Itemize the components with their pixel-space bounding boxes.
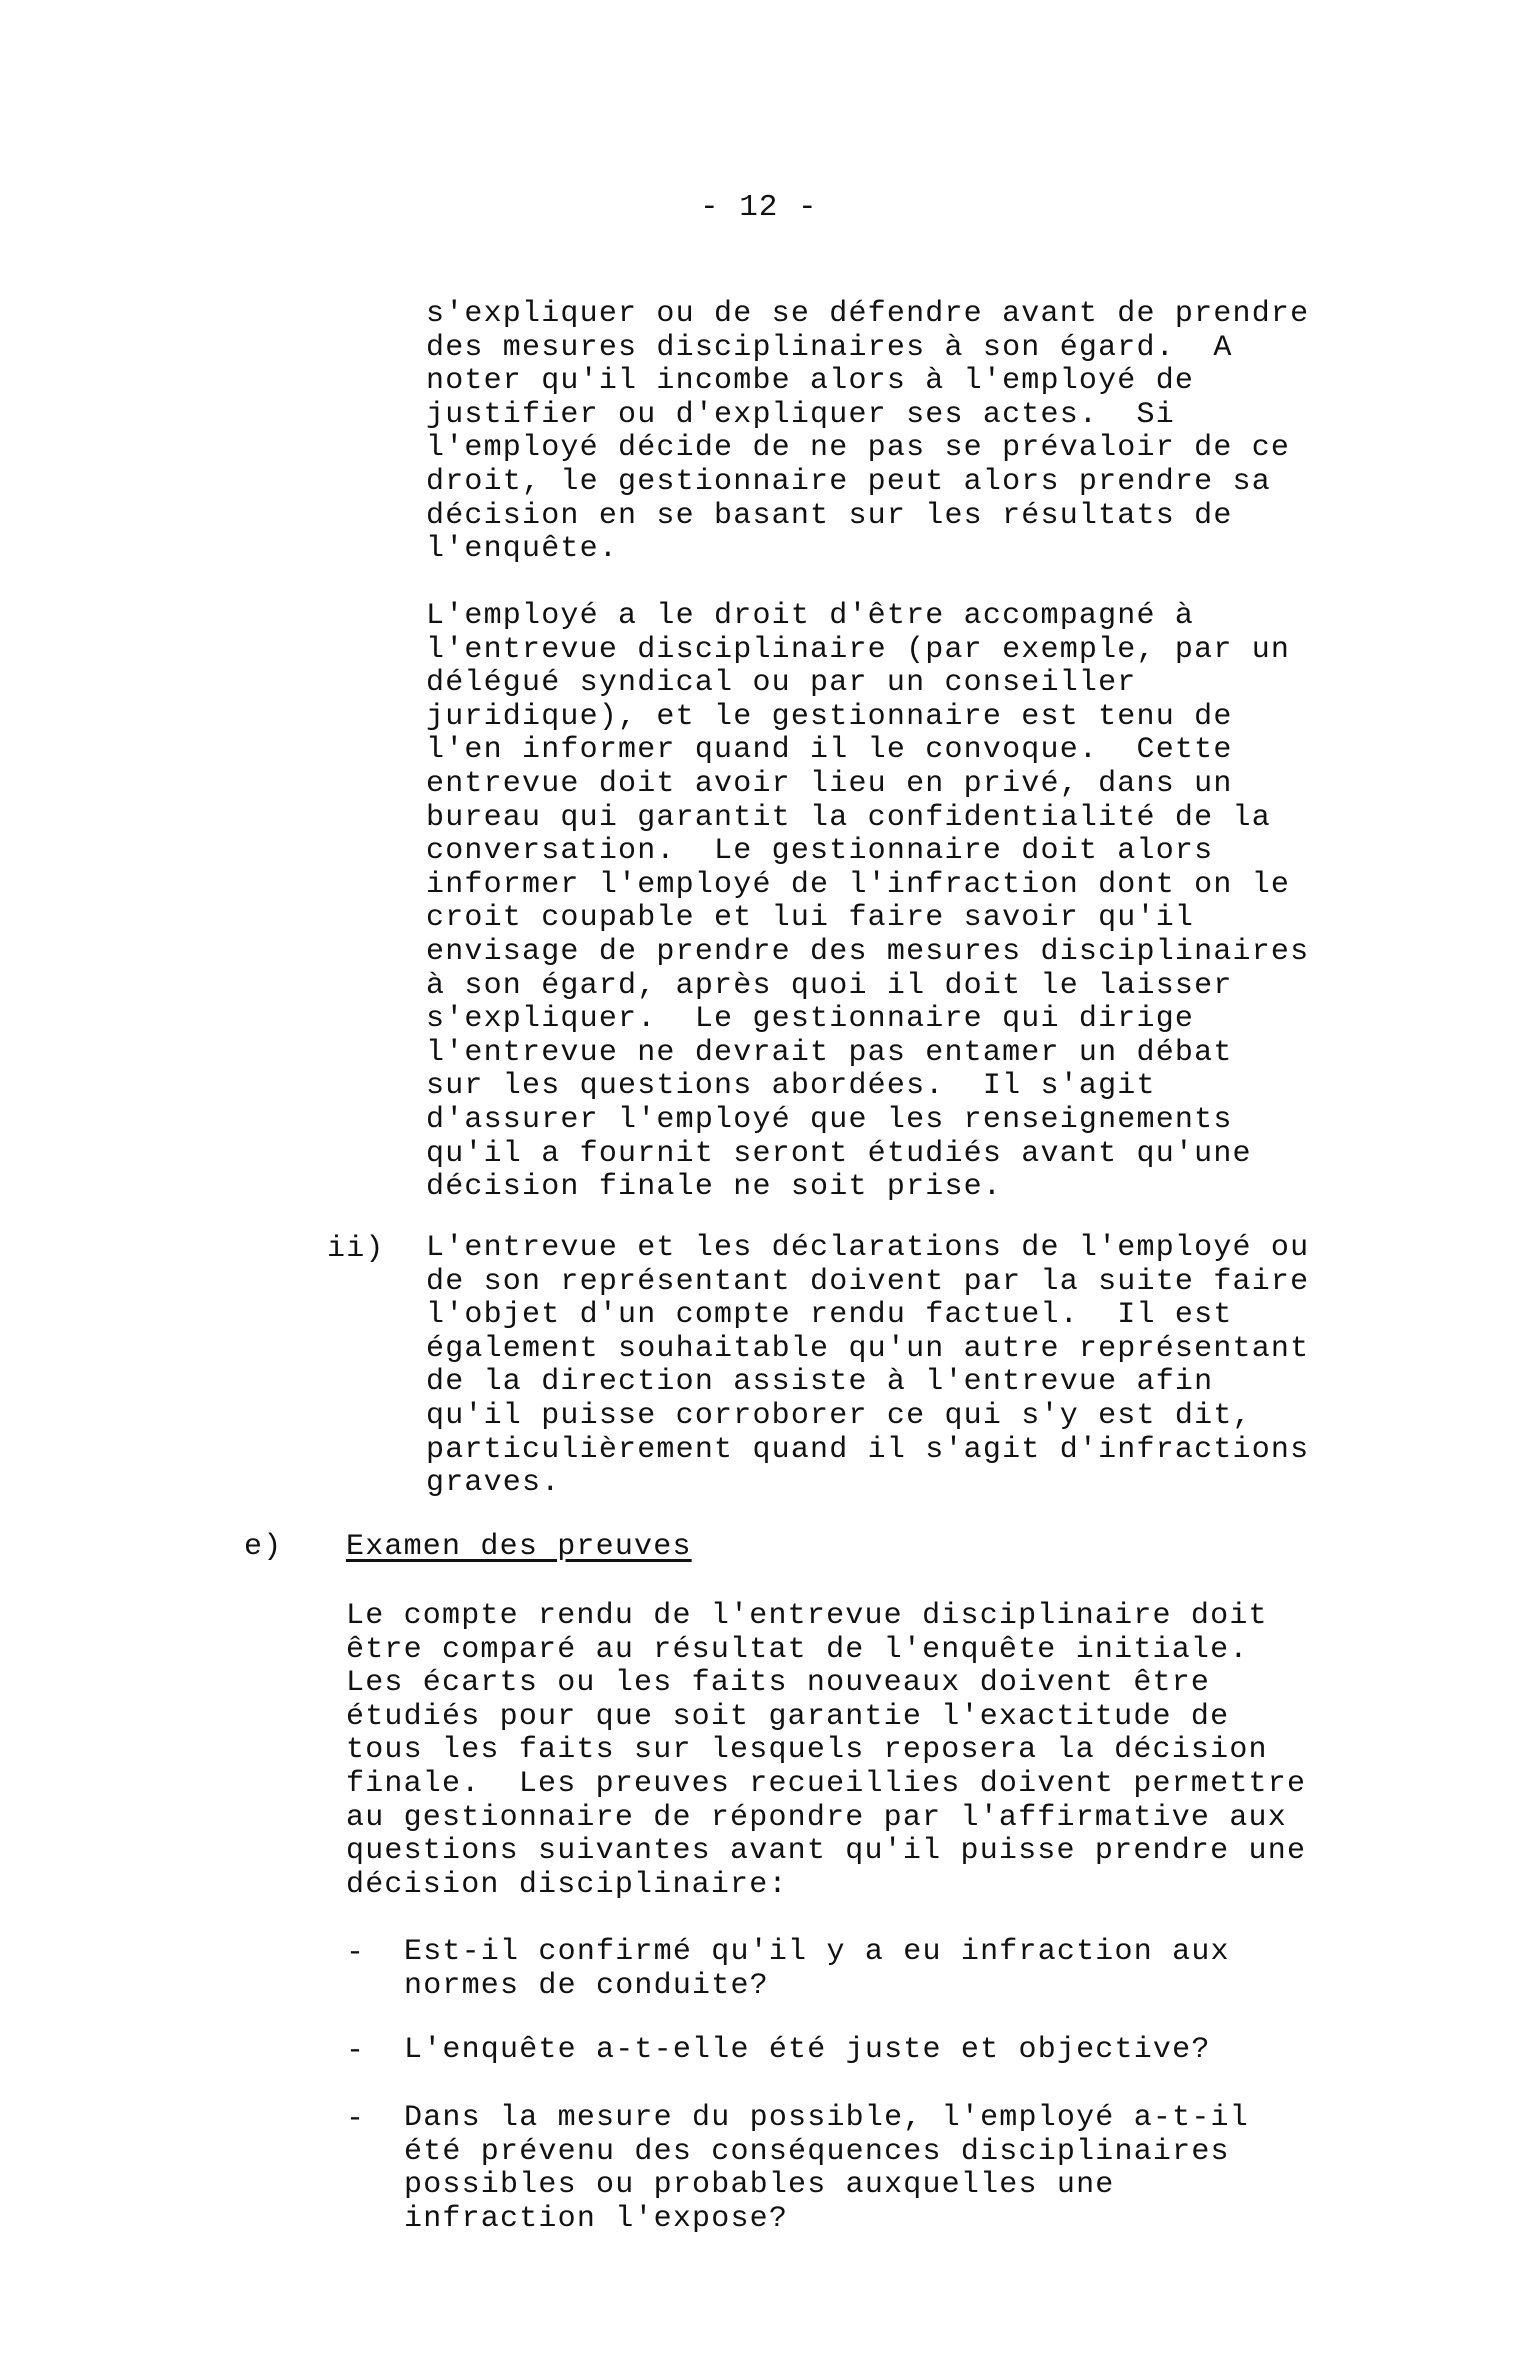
- paragraph-factual-report: L'entrevue et les déclarations de l'employé ou de son représentant doivent par la suite faire l'objet d'un compte rendu factuel. Il est également souhaitable qu'un autre représentant de la direction assiste à l'entrevue afin qu'il puisse corroborer ce qui s'y est dit, particulièrement quand il s'agit d'infractions graves.: [426, 1231, 1310, 1501]
- bullet-dash: -: [346, 1936, 366, 1970]
- page-number: - 12 -: [700, 190, 818, 225]
- paragraph-explanation-right: s'expliquer ou de se défendre avant de prendre des mesures disciplinaires à son égard. A noter qu'il incombe alors à l'employé de justifier ou d'expliquer ses actes. Si l'employé décide de ne pas se prévaloir de ce droit, le gestionnaire peut alors prendre sa décision en se basant sur les résultats de l'enquête.: [426, 297, 1310, 567]
- paragraph-accompaniment-right: L'employé a le droit d'être accompagné à l'entrevue disciplinaire (par exemple, par un délégué syndical ou par un conseiller juridique), et le gestionnaire est tenu de l'en informer quand il le convoque. Cette entrevue doit avoir lieu en privé, dans un bureau qui garantit la confidentialité de la conversation. Le gestionnaire doit alors informer l'employé de l'infraction dont on le croit coupable et lui faire savoir qu'il envisage de prendre des mesures disciplinaires à son égard, après quoi il doit le laisser s'expliquer. Le gestionnaire qui dirige l'entrevue ne devrait pas entamer un débat sur les questions abordées. Il s'agit d'assurer l'employé que les renseignements qu'il a fournit seront étudiés avant qu'une décision finale ne soit prise.: [426, 599, 1310, 1205]
- bullet-dash: -: [346, 2102, 366, 2136]
- paragraph-evidence-comparison: Le compte rendu de l'entrevue disciplinaire doit être comparé au résultat de l'enquête initiale. Les écarts ou les faits nouveaux doivent être étudiés pour que soit garantie l'exactitude de tous les faits sur lesquels reposera la décision finale. Les preuves recueillies doivent permettre au gestionnaire de répondre par l'affirmative aux questions suivantes avant qu'il puisse prendre une décision disciplinaire:: [346, 1599, 1307, 1902]
- bullet-item-investigation-fair: L'enquête a-t-elle été juste et objective?: [404, 2033, 1211, 2067]
- section-heading-evidence-review: Examen des preuves: [346, 1530, 692, 1564]
- list-marker-ii: ii): [327, 1232, 385, 1266]
- bullet-dash: -: [346, 2034, 366, 2068]
- bullet-item-infraction-confirmed: Est-il confirmé qu'il y a eu infraction aux normes de conduite?: [404, 1935, 1230, 2003]
- bullet-item-employee-warned: Dans la mesure du possible, l'employé a-t-il été prévenu des conséquences disciplinaires possibles ou probables auxquelles une infraction l'expose?: [404, 2101, 1249, 2236]
- section-marker-e: e): [244, 1530, 283, 1564]
